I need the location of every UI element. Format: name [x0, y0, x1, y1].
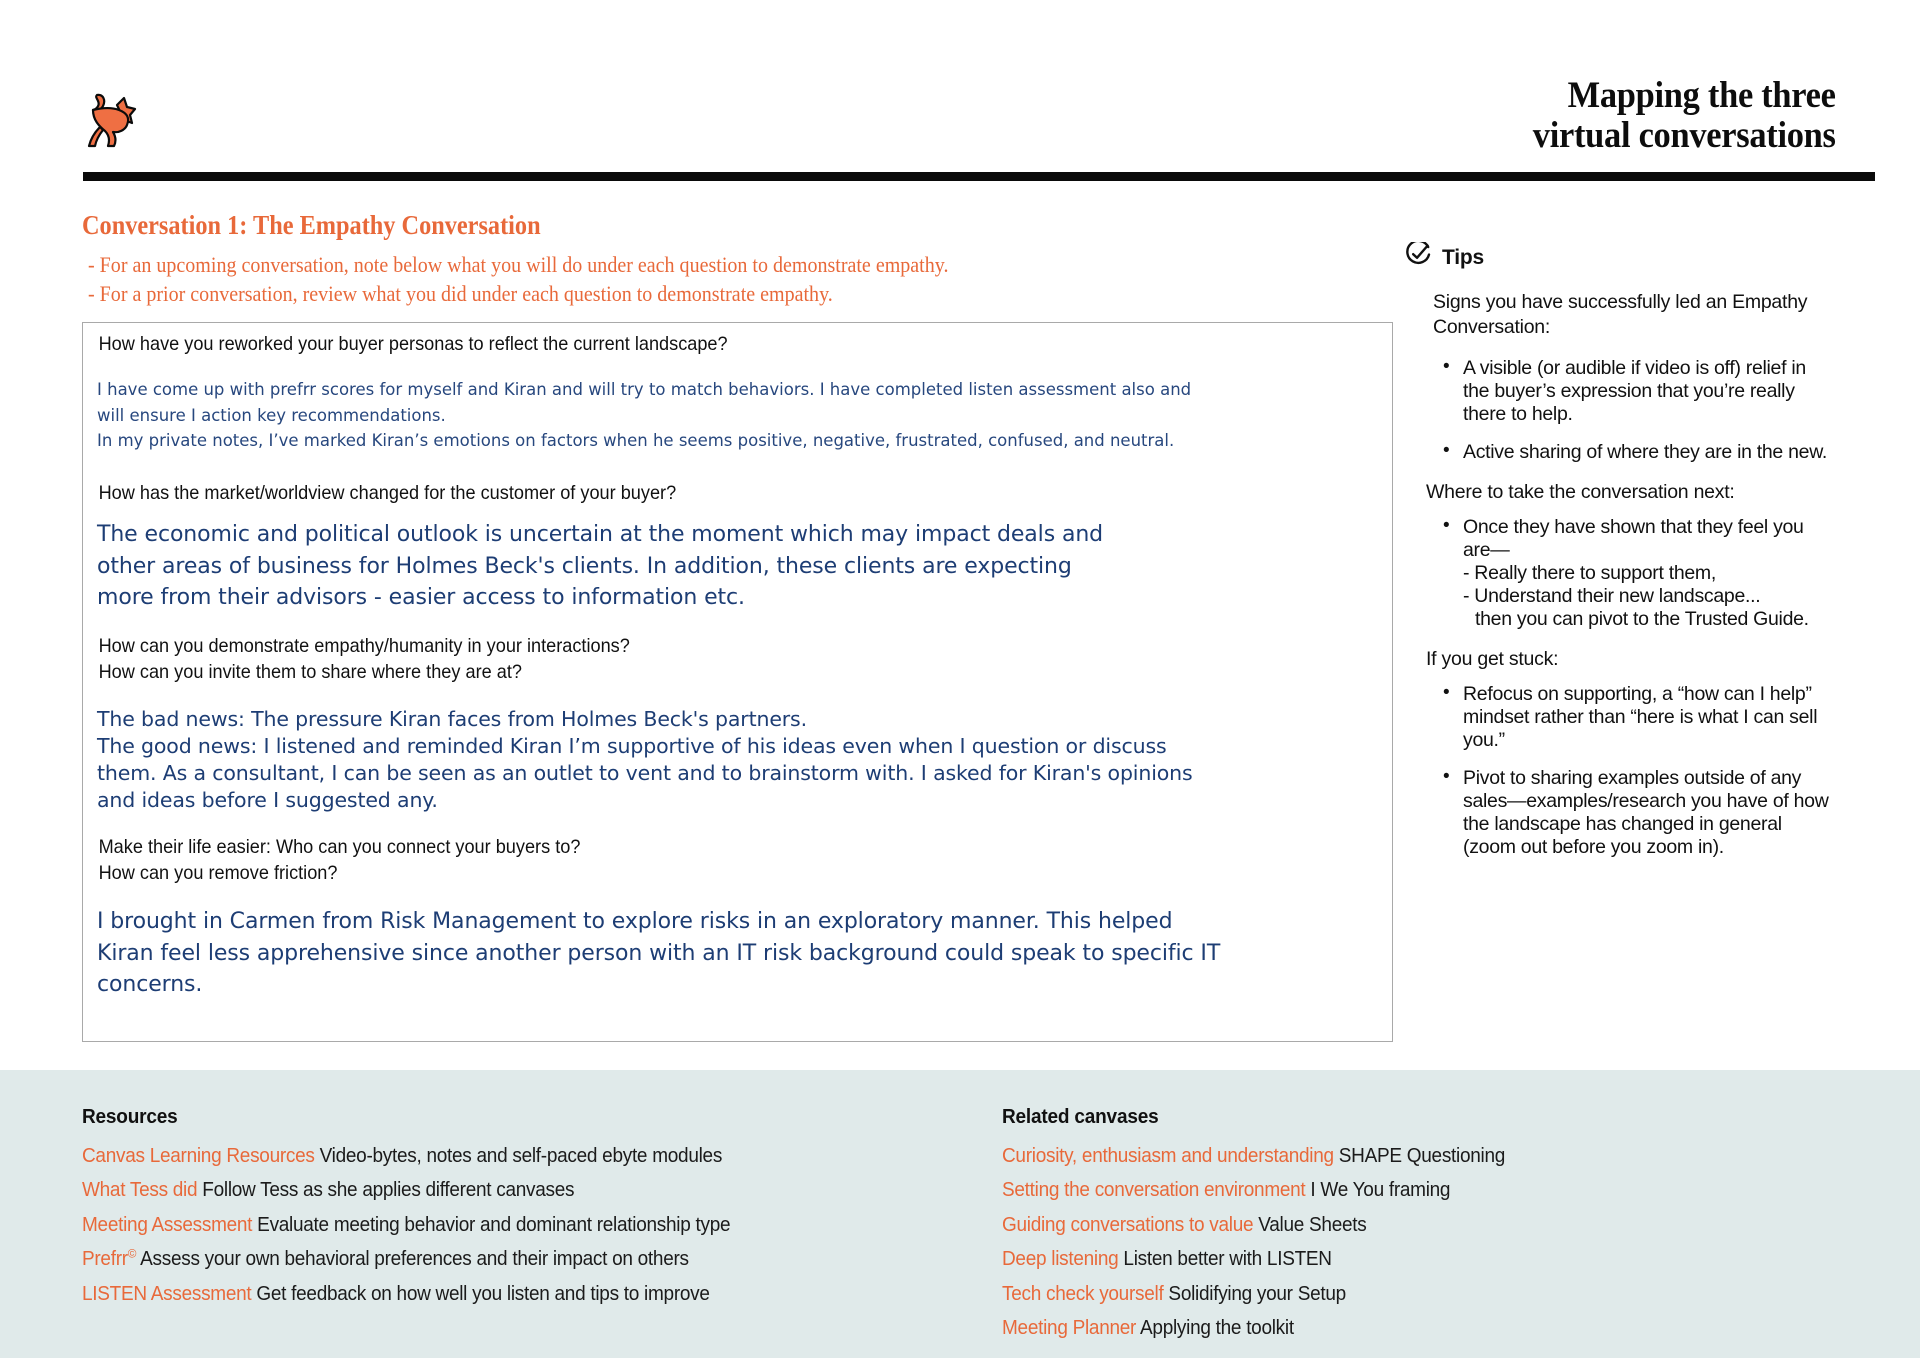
- answer-1-line-2: will ensure I action key recommendations.: [97, 405, 446, 425]
- answer-3-line-2: The good news: I listened and reminded Kiran I’m supportive of his ideas even when I question or discuss: [97, 733, 1167, 758]
- tips-next-heading: Where to take the conversation next:: [1426, 480, 1735, 503]
- resource-description: Evaluate meeting behavior and dominant relationship type: [252, 1213, 731, 1236]
- resource-row: [82, 1139, 918, 1173]
- answer-4-line-2: Kiran feel less apprehensive since another person with an IT risk background could speak to specific IT: [97, 940, 1221, 966]
- related-canvas-link[interactable]: Meeting Planner: [1002, 1316, 1137, 1339]
- answer-4-line-1: I brought in Carmen from Risk Management to explore risks in an exploratory manner. This helped: [97, 909, 1173, 935]
- related-canvas-description: Value Sheets: [1253, 1213, 1367, 1236]
- tips-panel: [1405, 242, 1835, 874]
- list-item: • Active sharing of where they are in the new.: [1463, 441, 1835, 464]
- tips-stuck-heading: If you get stuck:: [1426, 648, 1559, 671]
- related-canvases-list: [1002, 1139, 1862, 1345]
- answer-3-line-3: them. As a consultant, I can be seen as an outlet to vent and to brainstorm with. I asked for Kiran's opinions: [97, 760, 1193, 785]
- related-canvas-link[interactable]: Deep listening: [1002, 1248, 1119, 1271]
- resource-description: Follow Tess as she applies different canvases: [197, 1179, 575, 1202]
- resource-row: [82, 1173, 918, 1207]
- next-item-lead: • Once they have shown that they feel you are—: [1463, 516, 1804, 562]
- related-canvas-row: [1002, 1277, 1819, 1311]
- question-4b: How can you remove friction?: [98, 862, 338, 885]
- answer-1-line-1: I have come up with prefrr scores for myself and Kiran and will try to match behaviors. I have completed listen assessment also and: [97, 380, 1192, 400]
- section-instructions: [88, 250, 948, 309]
- resources-list: [82, 1139, 962, 1311]
- tips-label: Tips: [1442, 245, 1484, 269]
- answer-2-line-1: The economic and political outlook is uncertain at the moment which may impact deals and: [97, 522, 1104, 548]
- related-canvas-link[interactable]: Tech check yourself: [1002, 1282, 1164, 1305]
- check-circle-icon: [1405, 242, 1431, 273]
- resource-description: Get feedback on how well you listen and tips to improve: [251, 1282, 710, 1305]
- related-canvas-link[interactable]: Curiosity, enthusiasm and understanding: [1002, 1145, 1334, 1167]
- related-canvases-heading: Related canvases: [1002, 1106, 1159, 1128]
- resource-link[interactable]: Canvas Learning Resources: [82, 1145, 315, 1167]
- related-canvases-column: [1002, 1106, 1862, 1345]
- resource-row: [82, 1208, 918, 1242]
- list-item: • Pivot to sharing examples outside of any sales—examples/research you have of how the landscape has changed in general (zoom out before you zoom in).: [1463, 767, 1835, 859]
- resource-link[interactable]: LISTEN Assessment: [82, 1282, 252, 1305]
- answer-2-line-3: more from their advisors - easier access to information etc.: [97, 584, 745, 610]
- answer-3-line-1: The bad news: The pressure Kiran faces from Holmes Beck's partners.: [97, 706, 807, 731]
- question-4a: Make their life easier: Who can you connect your buyers to?: [98, 835, 581, 858]
- tips-signs-list: [1433, 357, 1835, 464]
- related-canvas-description: Applying the toolkit: [1136, 1316, 1294, 1339]
- question-answer-list: [93, 331, 1384, 1000]
- tips-content: [1405, 290, 1835, 859]
- empathy-canvas-box[interactable]: [82, 322, 1393, 1042]
- related-canvas-row: [1002, 1242, 1819, 1276]
- section-title: Conversation 1: The Empathy Conversation: [82, 210, 541, 240]
- next-item-dash-2-cont: then you can pivot to the Trusted Guide.: [1475, 608, 1809, 631]
- list-item: [1463, 516, 1835, 631]
- answer-1-line-3: In my private notes, I’ve marked Kiran’s emotions on factors when he seems positive, negative, frustrated, confused, and neutral.: [97, 431, 1175, 451]
- answer-4[interactable]: [93, 906, 1384, 1000]
- fox-logo: [83, 92, 145, 148]
- question-1: How have you reworked your buyer personas to reflect the current landscape?: [98, 333, 728, 355]
- page-header: [0, 0, 1920, 186]
- question-3b: How can you invite them to share where they are at?: [98, 661, 522, 684]
- related-canvas-link[interactable]: Guiding conversations to value: [1002, 1213, 1254, 1236]
- resource-row: [82, 1242, 918, 1276]
- resource-description: Video-bytes, notes and self-paced ebyte modules: [314, 1145, 723, 1167]
- related-canvas-row: [1002, 1173, 1819, 1207]
- tips-next-list: [1433, 516, 1835, 631]
- related-canvas-description: I We You framing: [1305, 1179, 1451, 1202]
- resources-column: [82, 1106, 962, 1311]
- page-title: [1533, 76, 1836, 155]
- resource-row: [82, 1277, 918, 1311]
- resource-link[interactable]: Meeting Assessment: [82, 1213, 253, 1236]
- answer-3[interactable]: [93, 706, 1384, 814]
- header-divider: [83, 172, 1875, 181]
- answer-1[interactable]: [93, 377, 1384, 454]
- page-footer: [0, 1070, 1920, 1358]
- resources-heading: Resources: [82, 1106, 178, 1128]
- copyright-icon: ©: [127, 1246, 137, 1261]
- tips-lead: Signs you have successfully led an Empathy Conversation:: [1433, 291, 1808, 339]
- answer-2-line-2: other areas of business for Holmes Beck's clients. In addition, these clients are expecting: [97, 553, 1072, 579]
- list-item: • Refocus on supporting, a “how can I help” mindset rather than “here is what I can sell you.”: [1463, 683, 1835, 752]
- answer-3-line-4: and ideas before I suggested any.: [97, 787, 438, 812]
- related-canvas-row: [1002, 1139, 1819, 1173]
- answer-4-line-3: concerns.: [97, 971, 203, 997]
- resource-link[interactable]: What Tess did: [82, 1179, 198, 1202]
- tips-header: [1405, 242, 1835, 273]
- question-3a: How can you demonstrate empathy/humanity in your interactions?: [98, 635, 630, 658]
- next-item-dash-1: - Really there to support them,: [1463, 562, 1716, 585]
- tips-stuck-list: [1433, 683, 1835, 859]
- related-canvas-row: [1002, 1208, 1819, 1242]
- section-instruction-2: - For a prior conversation, review what you did under each question to demonstrate empathy.: [88, 281, 833, 307]
- related-canvas-description: Solidifying your Setup: [1163, 1282, 1346, 1305]
- related-canvas-description: Listen better with LISTEN: [1118, 1248, 1332, 1271]
- page-title-line1: Mapping the three: [1568, 75, 1836, 116]
- resource-link[interactable]: Prefrr©: [82, 1246, 137, 1271]
- section-instruction-1: - For an upcoming conversation, note below what you will do under each question to demonstrate empathy.: [88, 252, 949, 277]
- related-canvas-link[interactable]: Setting the conversation environment: [1002, 1179, 1306, 1202]
- list-item: • A visible (or audible if video is off) relief in the buyer’s expression that you’re really there to help.: [1463, 357, 1835, 426]
- resource-description: Assess your own behavioral preferences and their impact on others: [136, 1248, 689, 1271]
- page-title-line2: virtual conversations: [1533, 114, 1836, 156]
- related-canvas-row: [1002, 1311, 1819, 1345]
- next-item-dash-2: - Understand their new landscape...: [1463, 585, 1761, 608]
- related-canvas-description: SHAPE Questioning: [1333, 1145, 1506, 1167]
- question-2: How has the market/worldview changed for the customer of your buyer?: [98, 482, 677, 504]
- answer-2[interactable]: [93, 519, 1384, 613]
